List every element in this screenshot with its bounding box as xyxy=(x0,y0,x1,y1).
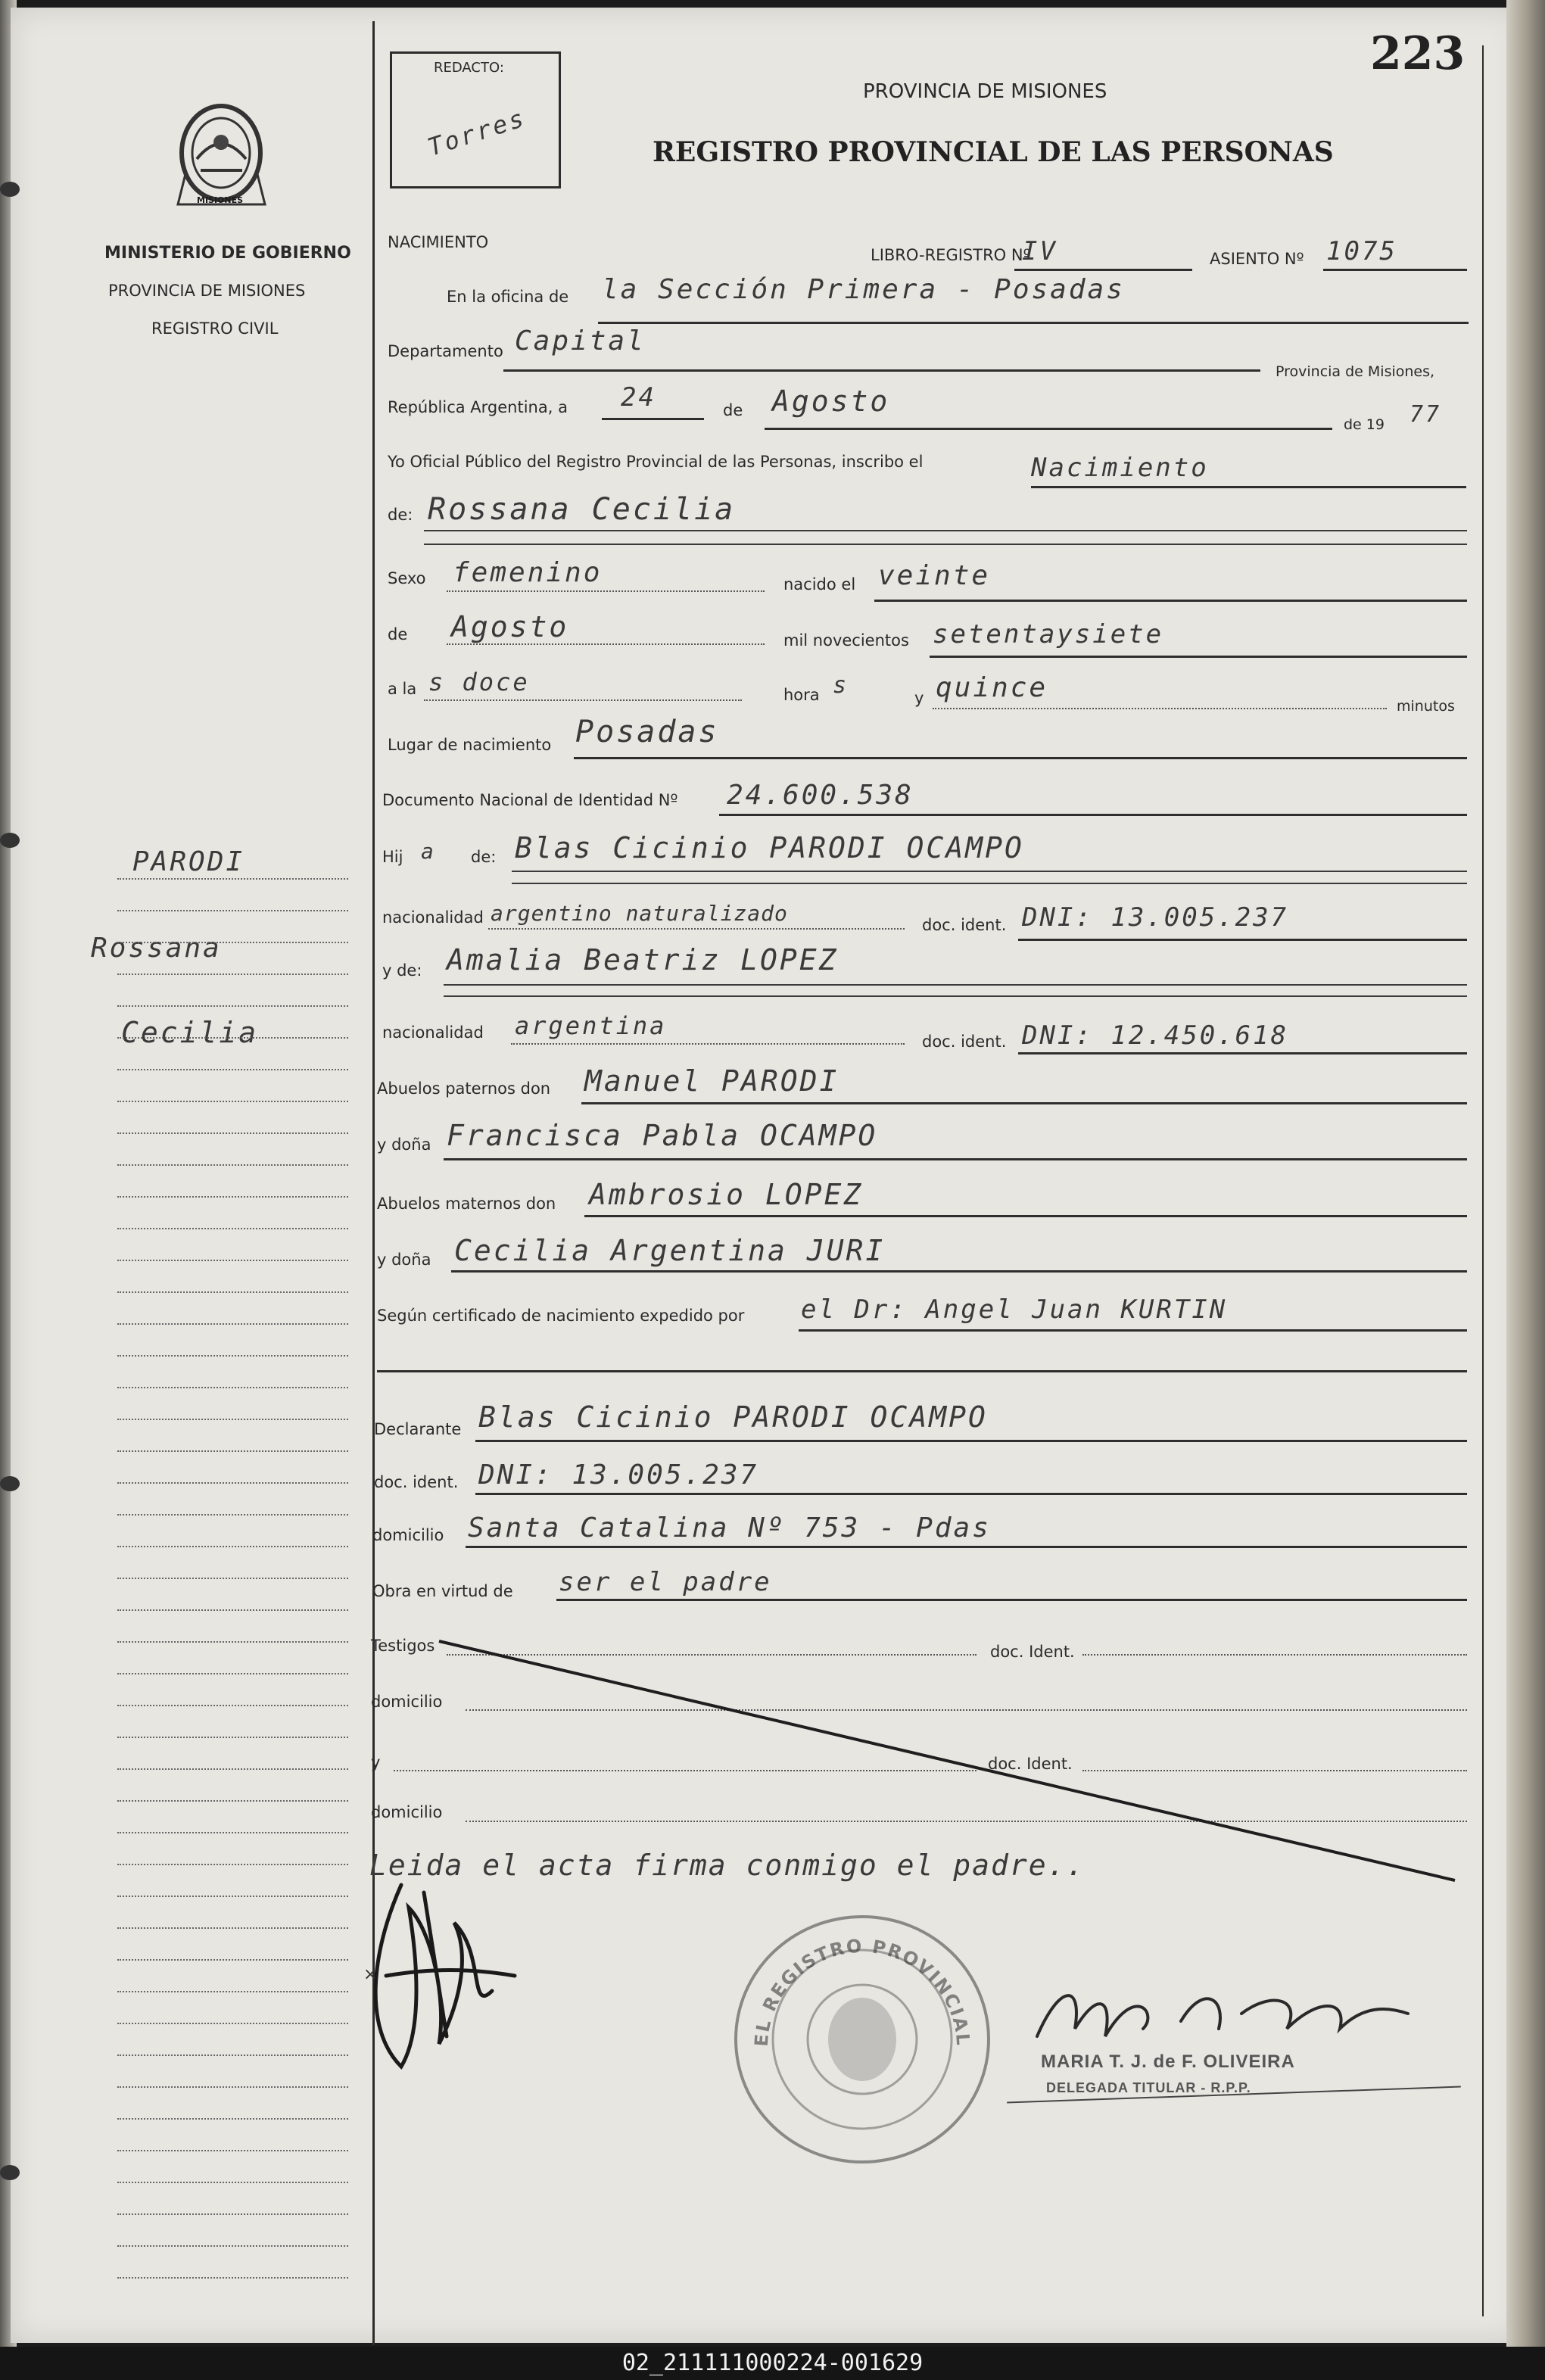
y-de-label: y de: xyxy=(382,961,422,980)
doc-madre: DNI: 12.450.618 xyxy=(1022,1020,1289,1051)
minutos-value: quince xyxy=(936,672,1048,703)
doc-ident-decl-label: doc. ident. xyxy=(374,1473,459,1491)
mes-value: Agosto xyxy=(772,385,890,418)
hij-de-label: de: xyxy=(471,848,497,866)
ministry-registry: REGISTRO CIVIL xyxy=(151,319,279,338)
ministry-title: MINISTERIO DE GOBIERNO xyxy=(104,244,351,263)
nacido-label: nacido el xyxy=(783,575,856,593)
page-number: 223 xyxy=(1370,27,1466,80)
margin-surname: PARODI xyxy=(132,846,245,877)
obra-value: ser el padre xyxy=(559,1567,772,1597)
abuelo-materno: Ambrosio LOPEZ xyxy=(589,1178,864,1211)
margin-middle-name: Cecilia xyxy=(121,1016,259,1049)
mil-value: setentaysiete xyxy=(933,619,1164,650)
departamento-value: Capital xyxy=(515,326,646,357)
domicilio-label: domicilio xyxy=(372,1526,444,1544)
provincia-suffix: Provincia de Misiones, xyxy=(1276,363,1435,380)
y-dona-label-2: y doña xyxy=(377,1251,431,1269)
hij-suffix: a xyxy=(421,839,436,864)
official-name: MARIA T. J. de F. OLIVEIRA xyxy=(1041,2051,1295,2072)
de-mes-label: de xyxy=(388,625,408,643)
father-signature xyxy=(356,1862,530,2089)
nacionalidad-madre: argentina xyxy=(515,1011,667,1040)
y-dona-label: y doña xyxy=(377,1135,431,1154)
abuelos-paternos-label: Abuelos paternos don xyxy=(377,1079,551,1098)
de-year-label: de 19 xyxy=(1344,416,1385,433)
certificado-value: el Dr: Angel Juan KURTIN xyxy=(801,1294,1228,1325)
domicilio-value: Santa Catalina Nº 753 - Pdas xyxy=(468,1512,991,1544)
official-title: DELEGADA TITULAR - R.P.P. xyxy=(1046,2080,1251,2095)
redacto-label: REDACTO: xyxy=(434,60,504,76)
doc-ident-testigo-1: doc. Ident. xyxy=(990,1643,1075,1661)
domicilio-testigo-2-label: domicilio xyxy=(371,1803,443,1821)
oficina-value: la Sección Primera - Posadas xyxy=(602,274,1125,305)
obra-label: Obra en virtud de xyxy=(372,1582,513,1600)
nacionalidad-label-2: nacionalidad xyxy=(382,1023,484,1042)
hora-label: hora xyxy=(783,686,820,704)
domicilio-testigo-1-label: domicilio xyxy=(371,1693,443,1711)
nacionalidad-padre: argentino naturalizado xyxy=(491,901,788,926)
hij-label: Hij xyxy=(382,848,403,866)
doc-ident-label-2: doc. ident. xyxy=(922,1033,1007,1051)
emblem-text: MISIONES xyxy=(197,195,244,205)
binding-hole xyxy=(0,1476,20,1491)
province-header: PROVINCIA DE MISIONES xyxy=(863,80,1107,103)
mes2-value: Agosto xyxy=(451,610,569,643)
dia-value: 24 xyxy=(621,382,656,413)
lugar-label: Lugar de nacimiento xyxy=(388,736,552,754)
dni-value: 24.600.538 xyxy=(727,780,914,811)
libro-value: IV xyxy=(1022,236,1058,266)
doc-declarante: DNI: 13.005.237 xyxy=(478,1459,759,1491)
doc-ident-label: doc. ident. xyxy=(922,916,1007,934)
leida-value: Leida el acta firma conmigo el padre.. xyxy=(369,1849,1086,1882)
lugar-value: Posadas xyxy=(575,715,719,749)
seal-text: EL REGISTRO PROVINCIAL xyxy=(750,1935,974,2048)
nacido-value: veinte xyxy=(878,560,991,591)
nacionalidad-label: nacionalidad xyxy=(382,908,484,927)
abuela-materna: Cecilia Argentina JURI xyxy=(454,1234,886,1267)
de-nombre-label: de: xyxy=(388,506,413,524)
binding-hole xyxy=(0,833,20,848)
dni-label: Documento Nacional de Identidad Nº xyxy=(382,791,678,809)
abuelos-maternos-label: Abuelos maternos don xyxy=(377,1195,556,1213)
official-signature xyxy=(1029,1968,1423,2051)
margin-first-name: Rossana xyxy=(91,933,222,964)
oficial-value: Nacimiento xyxy=(1031,453,1209,483)
binding-hole xyxy=(0,182,20,197)
registry-title: REGISTRO PROVINCIAL DE LAS PERSONAS xyxy=(653,136,1334,168)
a-la-label: a la xyxy=(388,680,417,698)
ministry-province: PROVINCIA DE MISIONES xyxy=(108,282,306,300)
oficina-label: En la oficina de xyxy=(447,288,569,306)
doc-padre: DNI: 13.005.237 xyxy=(1022,902,1289,933)
abuela-paterna: Francisca Pabla OCAMPO xyxy=(447,1119,878,1152)
declarante-label: Declarante xyxy=(374,1420,462,1438)
abuelo-paterno: Manuel PARODI xyxy=(584,1064,839,1098)
a-la-value: s doce xyxy=(428,668,530,696)
oficial-text: Yo Oficial Público del Registro Provincial de las Personas, inscribo el xyxy=(388,453,924,471)
libro-label: LIBRO-REGISTRO Nº xyxy=(871,246,1031,264)
sexo-value: femenino xyxy=(453,557,603,588)
madre-value: Amalia Beatriz LOPEZ xyxy=(447,943,839,977)
certificado-label: Según certificado de nacimiento expedido por xyxy=(377,1307,745,1325)
de-label: de xyxy=(723,401,743,419)
minutos-label: minutos xyxy=(1397,698,1455,715)
asiento-label: ASIENTO Nº xyxy=(1210,250,1304,268)
redacto-value: Torres xyxy=(424,103,530,162)
doc-ident-testigo-2: doc. Ident. xyxy=(988,1755,1073,1773)
nombre-value: Rossana Cecilia xyxy=(428,492,736,527)
image-caption: 02_211111000224-001629 xyxy=(0,2347,1545,2380)
hora-value: s xyxy=(833,672,849,699)
sexo-label: Sexo xyxy=(388,569,426,587)
y-label: y xyxy=(914,689,924,707)
year-value: 77 xyxy=(1410,401,1442,428)
declarante-value: Blas Cicinio PARODI OCAMPO xyxy=(478,1400,988,1434)
republica-label: República Argentina, a xyxy=(388,398,568,416)
binding-hole xyxy=(0,2165,20,2180)
asiento-value: 1075 xyxy=(1326,236,1397,266)
registry-seal xyxy=(734,1915,990,2163)
testigos-label: Testigos xyxy=(371,1637,435,1655)
padre-value: Blas Cicinio PARODI OCAMPO xyxy=(515,831,1024,864)
nacimiento-label: NACIMIENTO xyxy=(388,233,489,251)
mil-label: mil novecientos xyxy=(783,631,909,650)
departamento-label: Departamento xyxy=(388,342,503,360)
svg-text:×: × xyxy=(363,1965,378,1984)
y-testigo-label: y xyxy=(371,1753,381,1771)
